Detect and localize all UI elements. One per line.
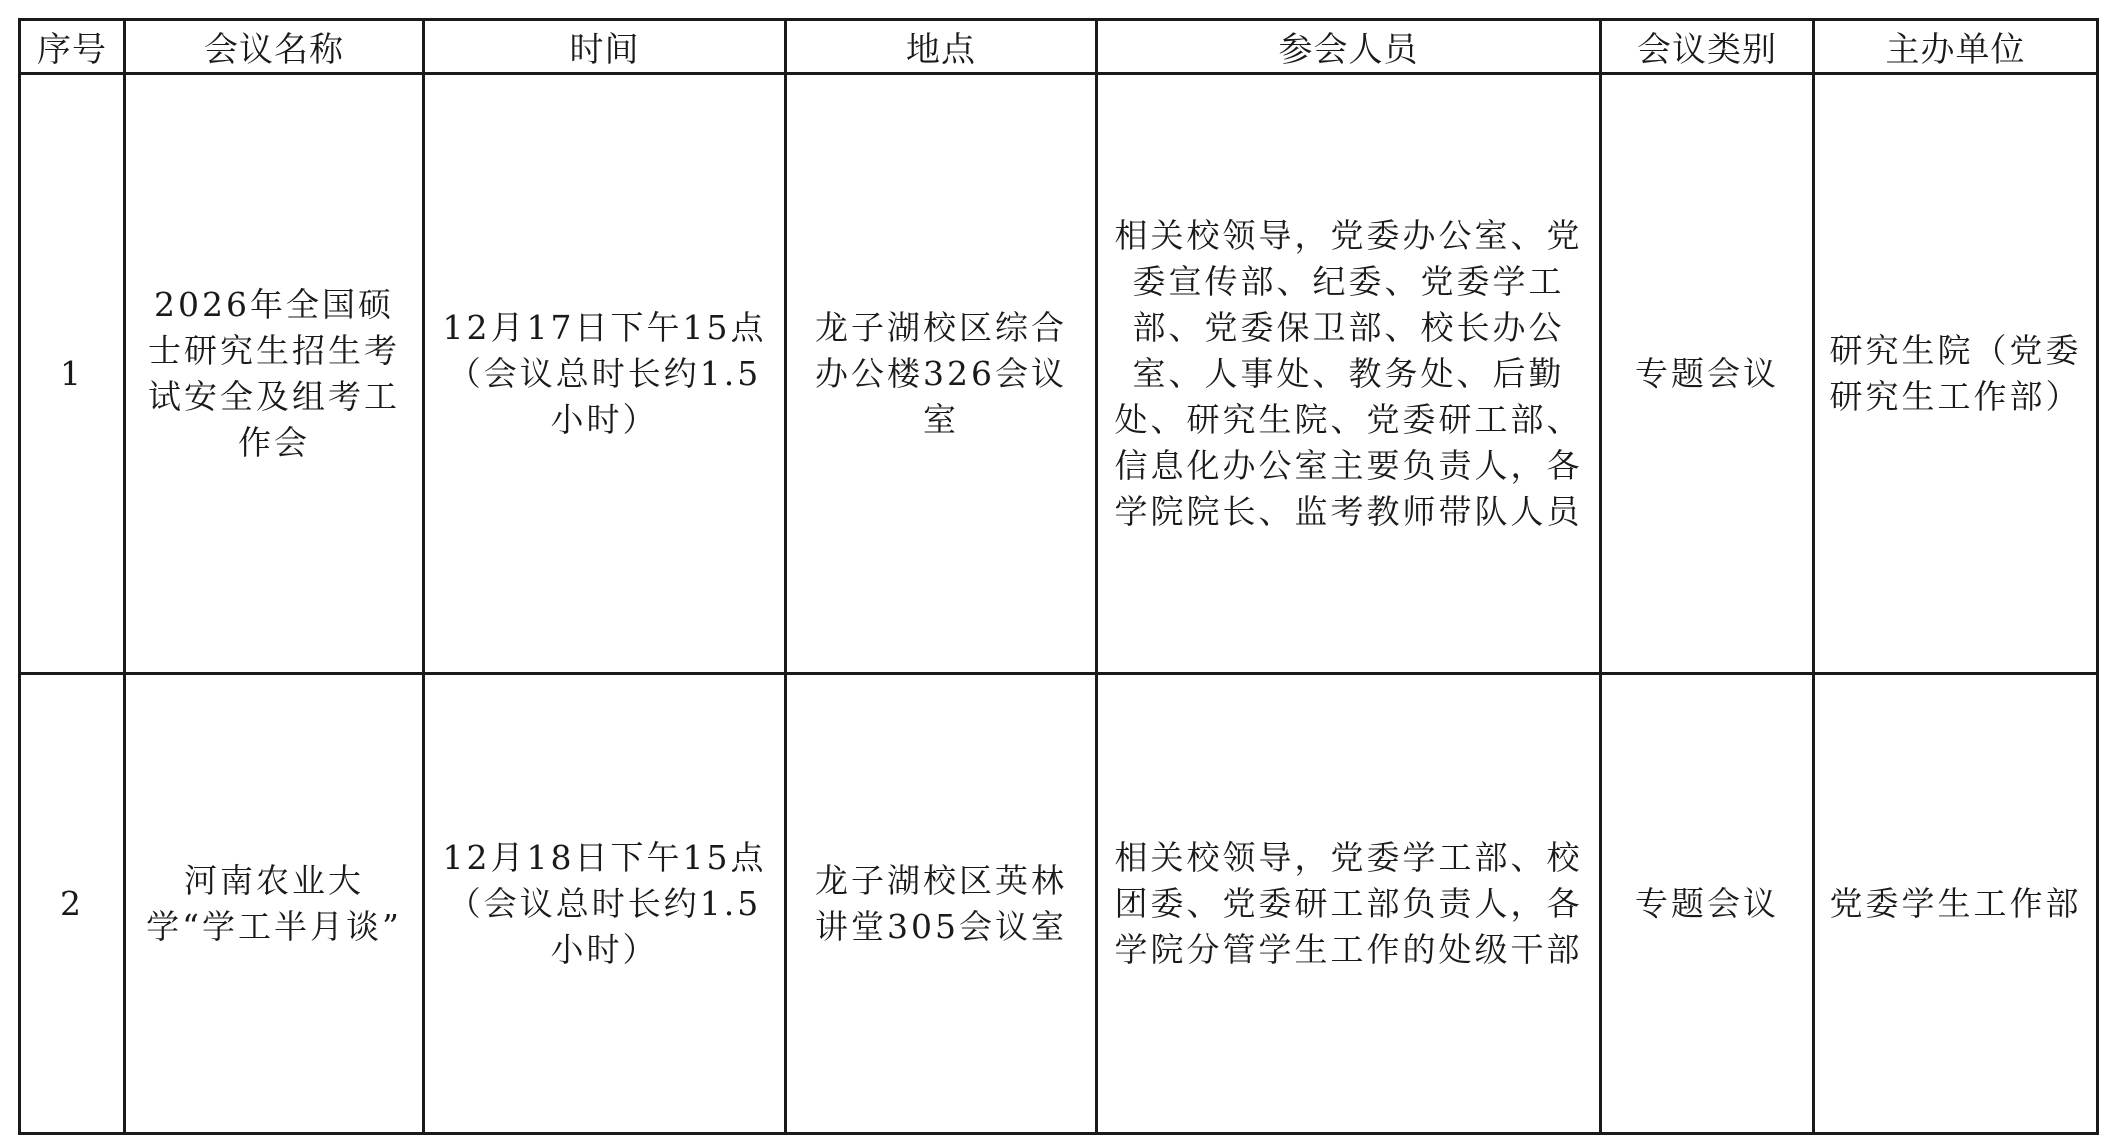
category-cell: 专题会议 [1601, 674, 1814, 1134]
time-cell: 12月18日下午15点（会议总时长约1.5小时） [424, 674, 786, 1134]
meeting-name-cell: 2026年全国硕士研究生招生考试安全及组考工作会 [125, 74, 424, 674]
organizer-cell: 研究生院（党委研究生工作部） [1814, 74, 2098, 674]
header-seq: 序号 [20, 20, 125, 74]
table-row [20, 74, 2098, 674]
location-cell: 龙子湖校区英林讲堂305会议室 [786, 674, 1097, 1134]
header-time: 时间 [424, 20, 786, 74]
attendees-cell: 相关校领导，党委办公室、党委宣传部、纪委、党委学工部、党委保卫部、校长办公室、人事处、教务处、后勤处、研究生院、党委研工部、信息化办公室主要负责人，各学院院长、监考教师带队人员 [1097, 74, 1601, 674]
seq-cell: 1 [20, 74, 125, 674]
header-category: 会议类别 [1601, 20, 1814, 74]
table-header-row [20, 20, 2098, 74]
seq-cell: 2 [20, 674, 125, 1134]
header-organizer: 主办单位 [1814, 20, 2098, 74]
category-cell: 专题会议 [1601, 74, 1814, 674]
header-attendees: 参会人员 [1097, 20, 1601, 74]
header-location: 地点 [786, 20, 1097, 74]
meeting-name-cell: 河南农业大学“学工半月谈” [125, 674, 424, 1134]
header-meeting-name: 会议名称 [125, 20, 424, 74]
meeting-schedule-table [18, 18, 2099, 1135]
table-row [20, 674, 2098, 1134]
organizer-cell: 党委学生工作部 [1814, 674, 2098, 1134]
time-cell: 12月17日下午15点（会议总时长约1.5小时） [424, 74, 786, 674]
location-cell: 龙子湖校区综合办公楼326会议室 [786, 74, 1097, 674]
attendees-cell: 相关校领导，党委学工部、校团委、党委研工部负责人，各学院分管学生工作的处级干部 [1097, 674, 1601, 1134]
